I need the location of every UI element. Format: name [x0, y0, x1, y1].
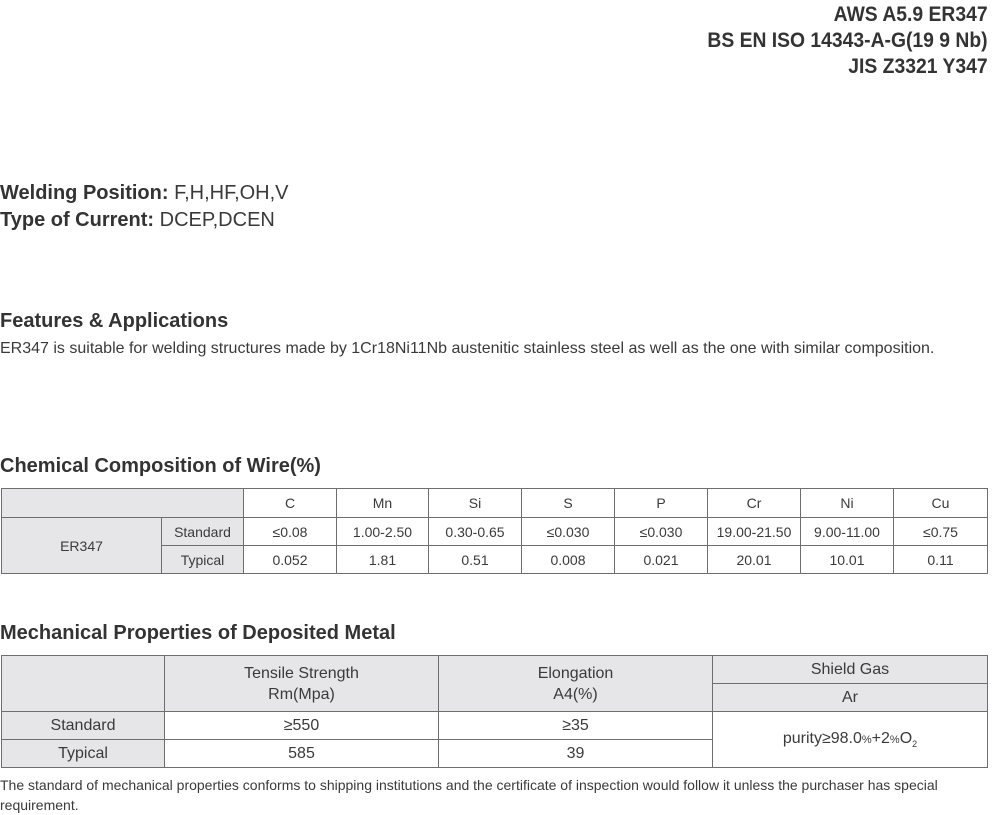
table-cell: 1.81: [337, 546, 429, 574]
row-label-standard: Standard: [162, 518, 244, 546]
welding-position-line: [0, 180, 289, 207]
elongation-header-line2: A4(%): [553, 685, 598, 703]
table-cell: ≤0.08: [244, 518, 337, 546]
purity-percent: %: [861, 733, 872, 746]
elongation-header: [439, 656, 713, 712]
purity-percent: %: [889, 733, 900, 746]
standard-jis: JIS Z3321 Y347: [848, 55, 988, 78]
table-cell: ≤0.75: [894, 518, 988, 546]
chemical-heading: Chemical Composition of Wire(%): [0, 455, 321, 477]
element-header: C: [244, 489, 337, 518]
table-cell: 0.008: [522, 546, 615, 574]
tensile-header: [165, 656, 439, 712]
grade-cell: ER347: [2, 518, 162, 574]
features-text: ER347 is suitable for welding structures made by 1Cr18Ni11Nb austenitic stainless steel as well as the one with similar composition.: [0, 340, 935, 357]
chemical-table: [1, 488, 988, 574]
table-cell: 10.01: [801, 546, 894, 574]
element-header: Ni: [801, 489, 894, 518]
table-cell: 19.00-21.50: [708, 518, 801, 546]
welding-position-value: F,H,HF,OH,V: [168, 182, 289, 204]
element-header: Cr: [708, 489, 801, 518]
element-header: Cu: [894, 489, 988, 518]
standard-aws: AWS A5.9 ER347: [834, 3, 988, 26]
chemical-header-blank: [2, 489, 244, 518]
purity-plus: +2: [871, 729, 890, 747]
element-header: Mn: [337, 489, 429, 518]
table-cell: ≤0.030: [522, 518, 615, 546]
purity-prefix: purity≥98.0: [782, 729, 862, 747]
gas-header: Ar: [713, 684, 988, 712]
features-heading: Features & Applications: [0, 310, 229, 332]
standards-block: [708, 2, 988, 80]
purity-oxygen: O: [899, 729, 913, 747]
table-cell: ≤0.030: [615, 518, 708, 546]
elongation-typical: 39: [439, 740, 713, 768]
table-cell: 0.11: [894, 546, 988, 574]
standard-bs-en-iso: BS EN ISO 14343-A-G(19 9 Nb): [707, 29, 988, 52]
welding-info: [0, 180, 289, 234]
current-type-label: Type of Current:: [0, 209, 155, 231]
table-cell: 1.00-2.50: [337, 518, 429, 546]
footnote: The standard of mechanical properties conforms to shipping institutions and the certificate of inspection would follow it unless the purchaser has special requirement.: [0, 777, 938, 813]
current-type-value: DCEP,DCEN: [154, 209, 275, 231]
row-label-typical: Typical: [2, 740, 165, 768]
purity-cell: [713, 712, 988, 768]
welding-position-label: Welding Position:: [0, 182, 169, 204]
shield-gas-header: Shield Gas: [713, 656, 988, 684]
mechanical-header-blank: [2, 656, 165, 712]
mechanical-heading: Mechanical Properties of Deposited Metal: [0, 622, 396, 644]
current-type-line: [0, 207, 289, 234]
elongation-header-line1: Elongation: [537, 664, 614, 682]
tensile-standard: ≥550: [165, 712, 439, 740]
table-cell: 0.052: [244, 546, 337, 574]
table-cell: 0.51: [429, 546, 522, 574]
tensile-header-line1: Tensile Strength: [244, 664, 359, 682]
element-header: Si: [429, 489, 522, 518]
element-header: P: [615, 489, 708, 518]
purity-subscript: 2: [912, 739, 918, 750]
row-label-typical: Typical: [162, 546, 244, 574]
table-cell: 20.01: [708, 546, 801, 574]
table-cell: 0.30-0.65: [429, 518, 522, 546]
tensile-typical: 585: [165, 740, 439, 768]
tensile-header-line2: Rm(Mpa): [268, 685, 335, 703]
table-cell: 0.021: [615, 546, 708, 574]
mechanical-table: [1, 655, 988, 768]
row-label-standard: Standard: [2, 712, 165, 740]
elongation-standard: ≥35: [439, 712, 713, 740]
element-header: S: [522, 489, 615, 518]
table-cell: 9.00-11.00: [801, 518, 894, 546]
